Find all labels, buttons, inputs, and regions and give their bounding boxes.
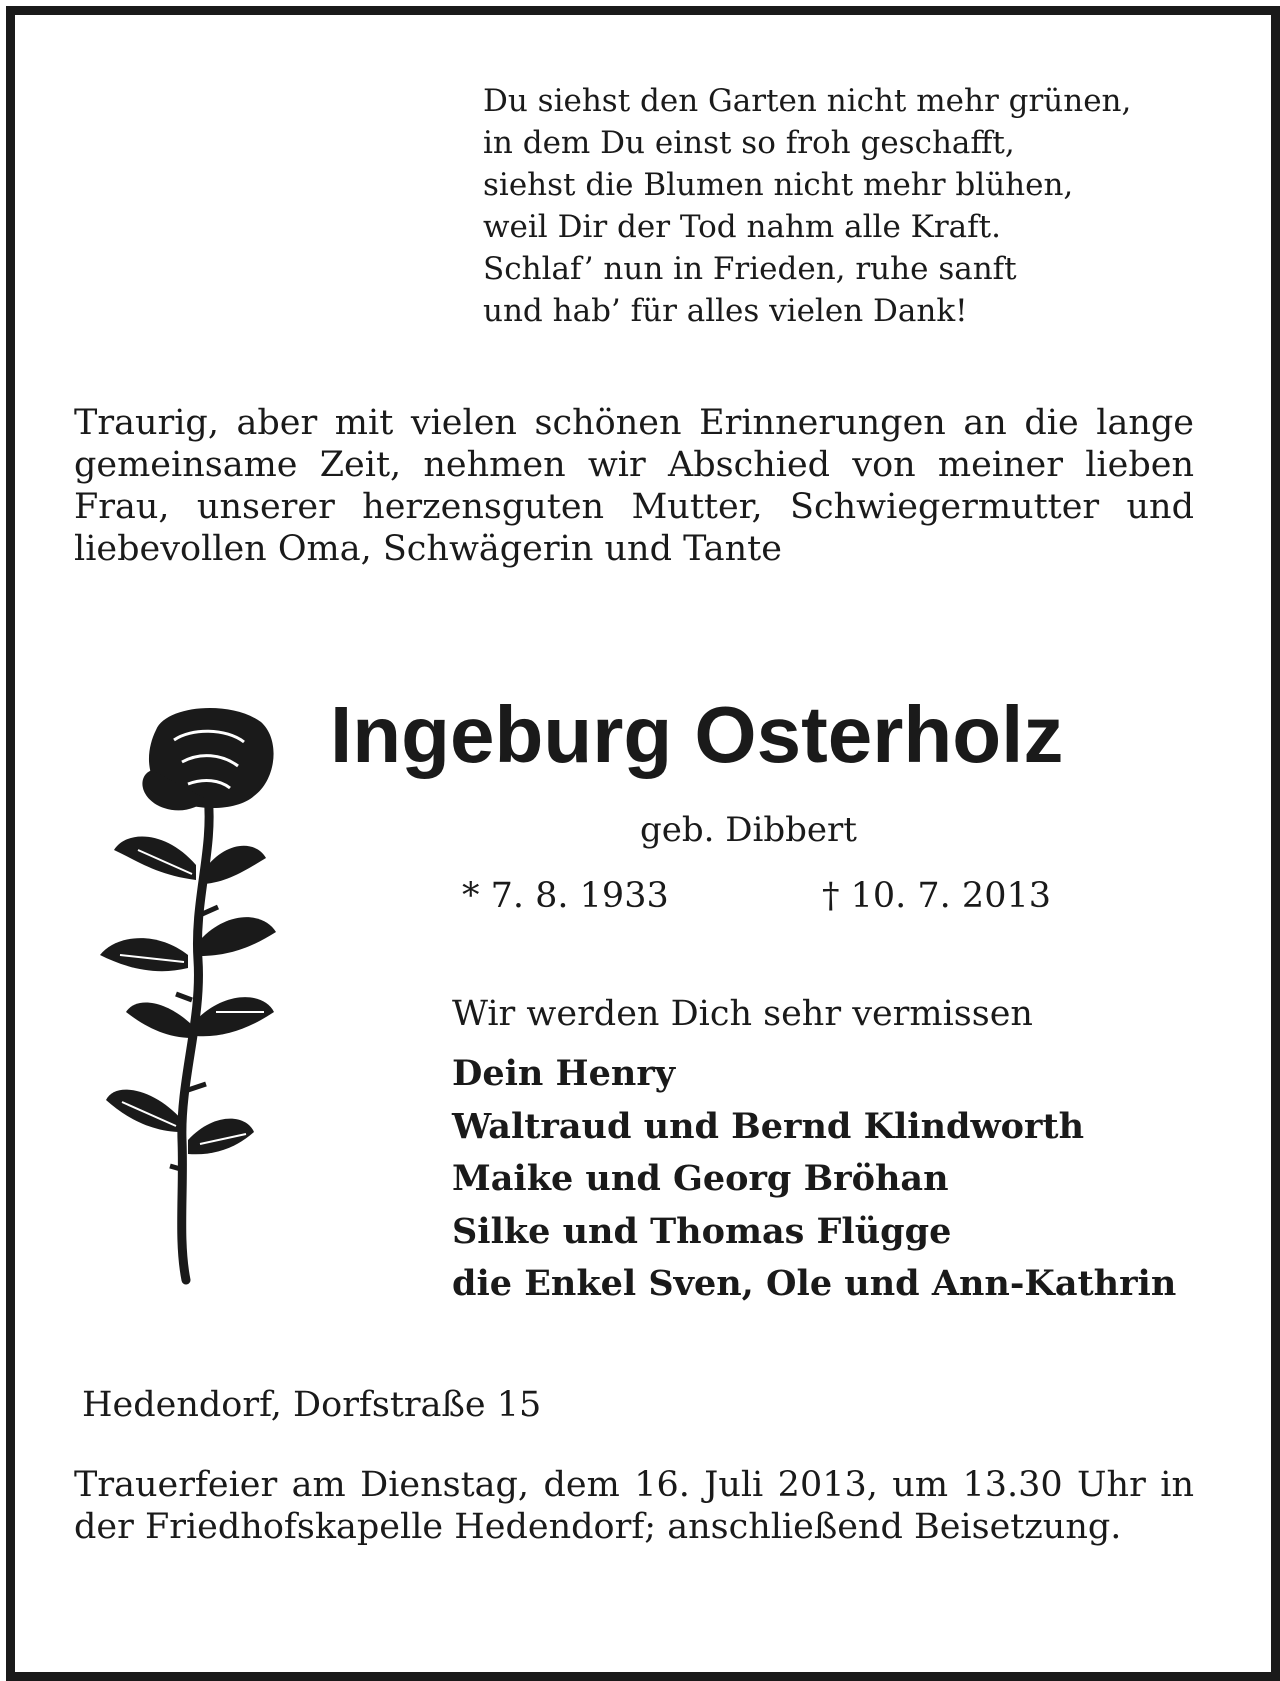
mourners-list [452, 1048, 1176, 1311]
mourner-item: Dein Henry [452, 1053, 676, 1094]
mourner-item: die Enkel Sven, Ole und Ann-Kathrin [452, 1263, 1177, 1304]
mourner-item: Waltraud und Bernd Klindworth [452, 1105, 1085, 1147]
mourner-item: Maike und Georg Bröhan [452, 1158, 949, 1199]
poem-line: in dem Du einst so froh geschafft, [483, 125, 1015, 161]
poem [483, 80, 1131, 332]
maiden-name: geb. Dibbert [640, 810, 857, 850]
service-details: Trauerfeier am Dienstag, dem 16. Juli 2013, um 13.30 Uhr in der Friedhofskapelle Hedendorf; anschließend Beisetzung. [74, 1465, 1194, 1547]
poem-line: Du siehst den Garten nicht mehr grünen, [483, 83, 1132, 119]
poem-line: siehst die Blumen nicht mehr blühen, [483, 167, 1074, 203]
poem-line: Schlaf’ nun in Frieden, ruhe sanft [483, 251, 1017, 287]
death-date: † 10. 7. 2013 [822, 876, 1052, 916]
intro-text: Traurig, aber mit vielen schönen Erinnerungen an die lange gemeinsame Zeit, nehmen wir Abschied von meiner lieben Frau, unserer herzensguten Mutter, Schwiegermutter und liebevollen Oma, Schwägerin und Tante [74, 403, 1194, 569]
mourner-item: Silke und Thomas Flügge [452, 1210, 952, 1252]
address: Hedendorf, Dorfstraße 15 [82, 1385, 542, 1425]
birth-date: * 7. 8. 1933 [462, 876, 669, 916]
poem-line: weil Dir der Tod nahm alle Kraft. [483, 209, 1001, 245]
poem-line: und hab’ für alles vielen Dank! [483, 293, 968, 329]
farewell-line: Wir werden Dich sehr vermissen [452, 994, 1033, 1034]
rose-icon [96, 700, 286, 1300]
deceased-name: Ingeburg Osterholz [330, 690, 1064, 779]
